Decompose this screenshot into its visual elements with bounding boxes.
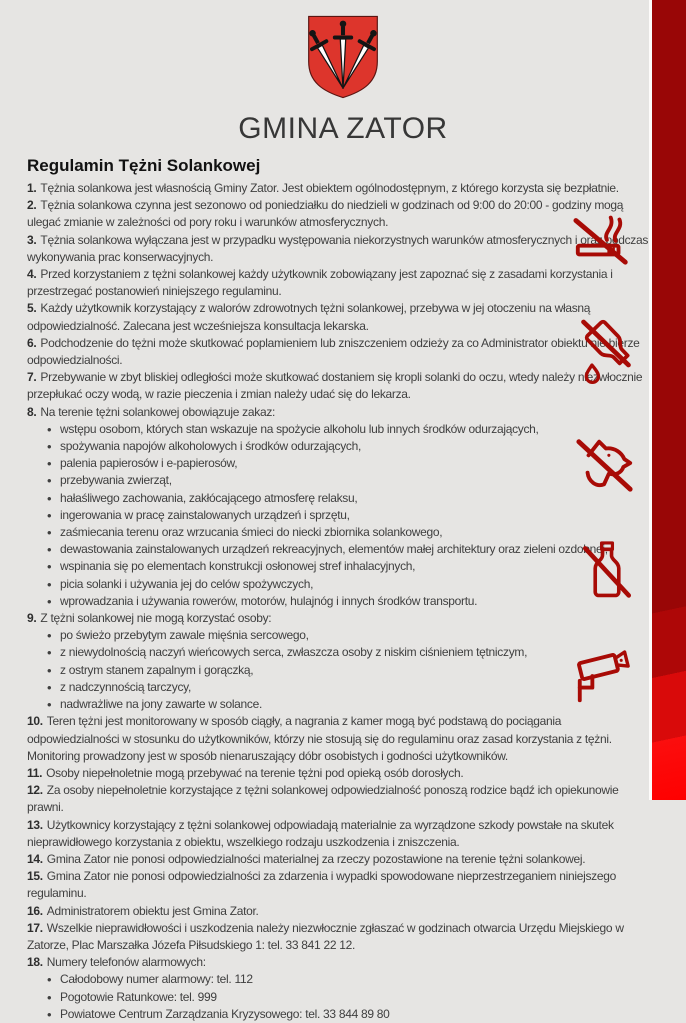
rules-list bbox=[27, 180, 649, 1023]
rule-number: 12. bbox=[27, 783, 43, 798]
rule-item bbox=[27, 765, 649, 782]
rule-number: 13. bbox=[27, 817, 43, 832]
rule-item bbox=[27, 197, 649, 231]
rule-item bbox=[27, 903, 649, 920]
rule-sublist bbox=[27, 627, 649, 713]
rule-item bbox=[27, 180, 649, 197]
rule-text: Na terenie tężni solankowej obowiązuje zakaz: bbox=[40, 404, 276, 419]
rule-text: Użytkownicy korzystający z tężni solankowej odpowiadają materialnie za wyrządzone szkody powstałe na skutek nieprawidłowego korzystania z obiektu, wszelkiego rodzaju uszkodzenia i zniszczenia. bbox=[27, 817, 614, 849]
rule-text: Tężnia solankowa wyłączana jest w przypadku występowania niekorzystnych warunków atmosferycznych i oraz podczas wykonywania prac konserwacyjnych. bbox=[27, 232, 649, 264]
rule-number: 18. bbox=[27, 955, 43, 970]
no-smoking-icon bbox=[572, 204, 634, 268]
rule-item bbox=[27, 335, 649, 369]
rule-item bbox=[27, 954, 649, 971]
rule-bullet: • wstępu osobom, których stan wskazuje na spożycie alkoholu lub innych środków odurzających, bbox=[47, 421, 649, 438]
no-bottles-icon bbox=[578, 538, 636, 604]
rule-text: Każdy użytkownik korzystający z walorów zdrowotnych tężni solankowej, przebywa w jej otoczeniu na własną odpowiedzialność. Zalecana jest wcześniejsza konsultacja lekarska. bbox=[27, 301, 591, 333]
rule-number: 3. bbox=[27, 232, 37, 247]
no-pouring-drink-icon bbox=[576, 316, 636, 386]
rule-bullet: • dewastowania zainstalowanych urządzeń rekreacyjnych, elementów małej architektury oraz zieleni ozdobnej, bbox=[47, 541, 649, 558]
rule-text: Gmina Zator nie ponosi odpowiedzialności za zdarzenia i wypadki spowodowane nieprzestrzeganiem niniejszego regulaminu. bbox=[27, 869, 617, 901]
rule-bullet: • nadwrażliwe na jony zawarte w solance. bbox=[47, 696, 649, 713]
rule-text: Wszelkie nieprawidłowości i uszkodzenia należy niezwłocznie zgłaszać w godzinach otwarcia Urzędu Miejskiego w Zatorze, Plac Marszałka Józefa Piłsudskiego 1: tel. 33 841 22 12. bbox=[27, 920, 624, 952]
rule-bullet: • po świeżo przebytym zawale mięśnia sercowego, bbox=[47, 627, 649, 644]
rule-bullet: • picia solanki i używania jej do celów spożywczych, bbox=[47, 576, 649, 593]
rule-number: 9. bbox=[27, 611, 37, 626]
rule-text: Za osoby niepełnoletnie korzystające z tężni solankowej odpowiedzialność ponoszą rodzice bądź ich opiekunowie prawni. bbox=[27, 783, 619, 815]
rule-bullet: • palenia papierosów i e-papierosów, bbox=[47, 455, 649, 472]
rule-bullet: • z niewydolnością naczyń wieńcowych serca, zwłaszcza osoby z niskim ciśnieniem tętniczym, bbox=[47, 644, 649, 661]
rule-number: 8. bbox=[27, 404, 37, 419]
rule-text: Gmina Zator nie ponosi odpowiedzialności materialnej za rzeczy pozostawione na terenie tężni solankowej. bbox=[46, 851, 586, 866]
rule-item bbox=[27, 266, 649, 300]
rule-sublist bbox=[27, 971, 649, 1023]
rule-bullet: • Pogotowie Ratunkowe: tel. 999 bbox=[47, 989, 649, 1006]
rule-bullet: • przebywania zwierząt, bbox=[47, 472, 649, 489]
poster-header bbox=[0, 0, 686, 146]
rule-item bbox=[27, 610, 649, 627]
rule-text: Przebywanie w zbyt bliskiej odległości może skutkować dostaniem się kropli solanki do oczu, wtedy należy niezwłocznie przepłukać oczy wodą, w razie pieczenia i zmian należy udać się do lekarza. bbox=[27, 370, 643, 402]
rule-text: Administratorem obiektu jest Gmina Zator. bbox=[46, 903, 259, 918]
rule-text: Przed korzystaniem z tężni solankowej każdy użytkownik zobowiązany jest zapoznać się z zasadami korzystania i przestrzegać postanowień niniejszego regulaminu. bbox=[27, 267, 613, 299]
rule-text: Teren tężni jest monitorowany w sposób ciągły, a nagrania z kamer mogą być podstawą do pociągania odpowiedzialności w stosunku do użytkowników, którzy nie stosują się do regulaminu oraz zasad korzystania z tężni. Monitoring prowadzony jest w sposób nienaruszający dóbr osobistych i godności użytkowników. bbox=[27, 714, 612, 763]
rule-number: 16. bbox=[27, 903, 43, 918]
rule-bullet: • spożywania napojów alkoholowych i środków odurzających, bbox=[47, 438, 649, 455]
rule-bullet: • Powiatowe Centrum Zarządzania Kryzysowego: tel. 33 844 89 80 bbox=[47, 1006, 649, 1023]
rule-item bbox=[27, 713, 649, 765]
rule-text: Podchodzenie do tężni może skutkować poplamieniem lub zniszczeniem odzieży za co Administrator obiektu nie bierze odpowiedzialności. bbox=[27, 335, 640, 368]
right-accent-stripe bbox=[649, 0, 686, 800]
rule-number: 5. bbox=[27, 301, 37, 316]
rule-number: 2. bbox=[27, 198, 37, 213]
rule-text: Tężnia solankowa jest własnością Gminy Zator. Jest obiektem ogólnodostępnym, z którego korzysta się bezpłatnie. bbox=[40, 181, 619, 195]
rule-item bbox=[27, 300, 649, 334]
rule-number: 17. bbox=[27, 920, 43, 935]
rule-number: 4. bbox=[27, 267, 37, 282]
rule-bullet: • z ostrym stanem zapalnym i gorączką, bbox=[47, 662, 649, 679]
rule-number: 10. bbox=[27, 714, 43, 729]
rule-item bbox=[27, 851, 649, 868]
rule-bullet: • ingerowania w pracę zainstalowanych urządzeń i sprzętu, bbox=[47, 507, 649, 524]
rule-item bbox=[27, 232, 649, 266]
rule-item bbox=[27, 920, 649, 954]
no-dogs-icon bbox=[574, 432, 636, 496]
rule-bullet: • wspinania się po elementach konstrukcji osłonowej stref inhalacyjnych, bbox=[47, 558, 649, 575]
rule-number: 14. bbox=[27, 851, 43, 866]
rule-item bbox=[27, 782, 649, 816]
rule-number: 1. bbox=[27, 181, 37, 195]
cctv-camera-icon bbox=[572, 646, 634, 706]
zator-coat-of-arms-icon bbox=[304, 13, 382, 101]
rule-sublist bbox=[27, 421, 649, 610]
rule-item bbox=[27, 404, 649, 421]
rule-number: 11. bbox=[27, 765, 43, 780]
rule-bullet: • zaśmiecania terenu oraz wrzucania śmieci do niecki zbiornika solankowego, bbox=[47, 524, 649, 541]
rule-bullet: • hałaśliwego zachowania, zakłócającego atmosferę relaksu, bbox=[47, 490, 649, 507]
rule-text: Tężnia solankowa czynna jest sezonowo od poniedziałku do niedzieli w godzinach od 9:00 do 20:00 - godziny mogą ulegać zmianie w zależności od pory roku i warunków atmosferycznych. bbox=[27, 198, 624, 230]
org-name: GMINA ZATOR bbox=[238, 112, 448, 145]
rule-bullet: • Całodobowy numer alarmowy: tel. 112 bbox=[47, 971, 649, 988]
page-title: Regulamin Tężni Solankowej bbox=[27, 156, 261, 175]
rule-item bbox=[27, 868, 649, 902]
rule-number: 6. bbox=[27, 335, 37, 350]
rule-text: Numery telefonów alarmowych: bbox=[46, 955, 206, 970]
rule-bullet: • z nadczynnością tarczycy, bbox=[47, 679, 649, 696]
rule-text: Z tężni solankowej nie mogą korzystać osoby: bbox=[40, 611, 272, 626]
rule-item bbox=[27, 817, 649, 851]
rule-text: Osoby niepełnoletnie mogą przebywać na terenie tężni pod opieką osób dorosłych. bbox=[46, 765, 464, 780]
rule-item bbox=[27, 369, 649, 403]
rule-number: 15. bbox=[27, 869, 43, 884]
rule-bullet: • wprowadzania i używania rowerów, motorów, hulajnóg i innych środków transportu. bbox=[47, 593, 649, 610]
rule-number: 7. bbox=[27, 370, 37, 385]
